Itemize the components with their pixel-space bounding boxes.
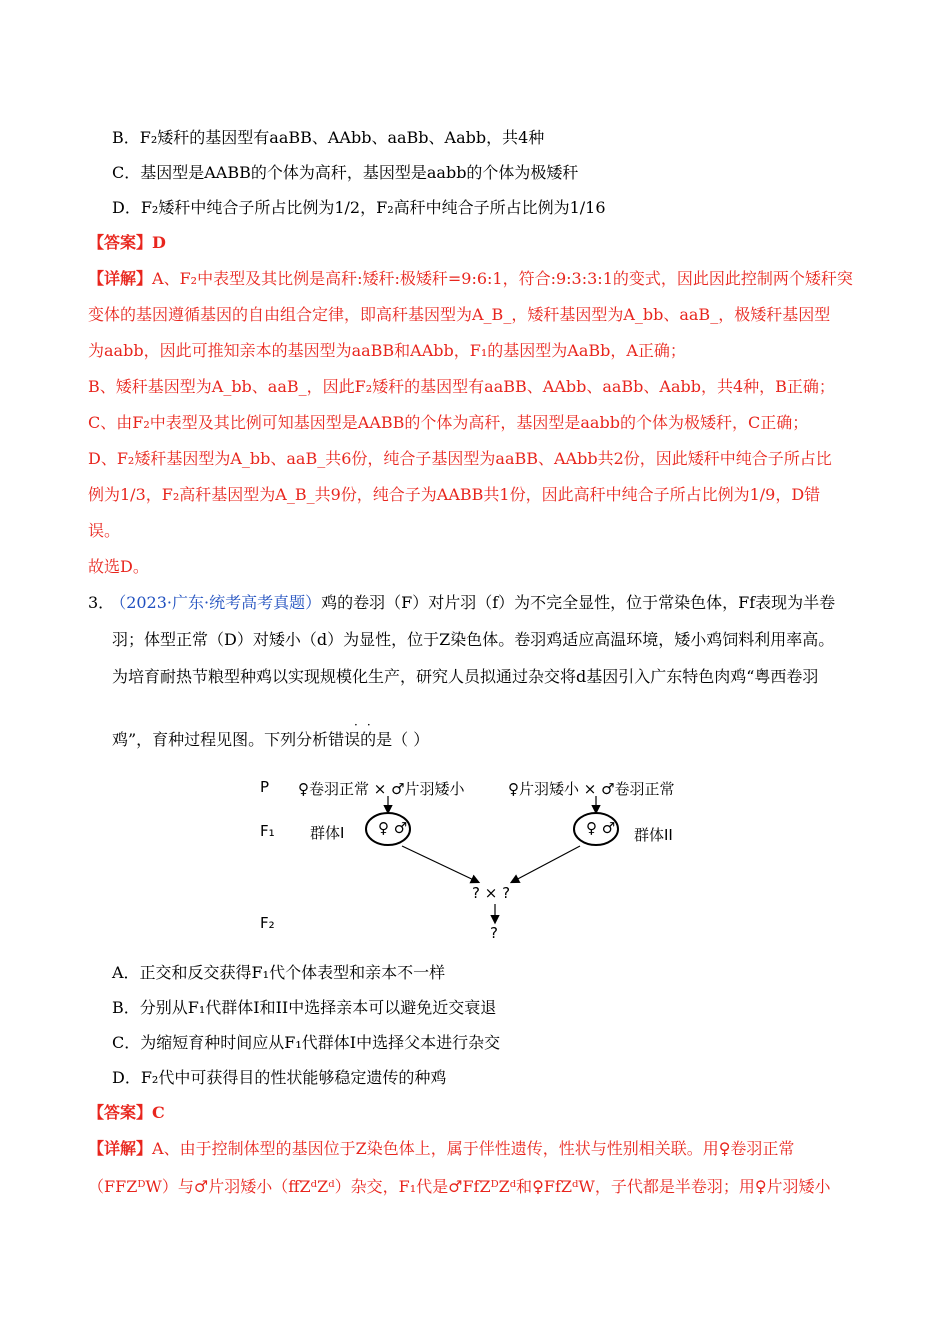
q3-option-b: B．分别从F₁代群体I和II中选择亲本可以避免近交衰退 — [112, 998, 497, 1017]
emphasis-dots: ·· — [354, 718, 380, 732]
generation-p-label: P — [260, 778, 270, 796]
detail-label: 【详解】 — [88, 1139, 153, 1158]
f2-offspring: ? — [490, 924, 498, 942]
detail-text: A、由于控制体型的基因位于Z染色体上，属于伴性遗传，性状与性别相关联。用♀卷羽正常 — [152, 1139, 795, 1158]
question-source: （2023·广东·统考高考真题） — [118, 593, 322, 612]
group-1-label: 群体I — [310, 824, 345, 842]
diagram-arrows — [250, 768, 720, 948]
q2-detail-line-1 — [88, 269, 853, 289]
q2-detail-line-6: D、F₂矮秆基因型为A_bb、aaB_共6份，纯合子基因型为aaBB、AAbb共2份，因此矮秆中纯合子所占比 — [88, 449, 832, 468]
generation-f1-label: F₁ — [260, 822, 275, 840]
group-2-label: 群体II — [634, 826, 673, 844]
arrow-group2-to-f2 — [512, 846, 580, 882]
q3-option-a: A．正交和反交获得F₁代个体表型和亲本不一样 — [112, 963, 446, 982]
question-number: 3． — [88, 593, 115, 612]
answer-value: D — [152, 233, 166, 252]
arrow-group1-to-f2 — [402, 846, 478, 882]
cross-left: ♀卷羽正常 × ♂片羽矮小 — [298, 780, 465, 798]
q2-option-d: D．F₂矮秆中纯合子所占比例为1/2，F₂高秆中纯合子所占比例为1/16 — [112, 198, 606, 217]
detail-text: A、F₂中表型及其比例是高秆:矮秆:极矮秆=9:6:1，符合:9:3:3:1的变式，因此因此控制两个矮秆突 — [152, 269, 853, 288]
q2-detail-line-8: 误。 — [88, 521, 121, 540]
q3-stem-line-1 — [88, 593, 835, 613]
q2-detail-line-7: 例为1/3，F₂高秆基因型为A_B_共9份，纯合子为AABB共1份，因此高秆中纯合子所占比例为1/9，D错 — [88, 485, 821, 504]
q2-detail-line-3: 为aabb，因此可推知亲本的基因型为aaBB和AAbb，F₁的基因型为AaBb，A正确； — [88, 341, 686, 360]
q2-detail-line-4: B、矮秆基因型为A_bb、aaB_，因此F₂矮秆的基因型有aaBB、AAbb、aaBb、Aabb，共4种，B正确； — [88, 377, 835, 396]
detail-label: 【详解】 — [88, 269, 153, 288]
q3-option-d: D．F₂代中可获得目的性状能够稳定遗传的种鸡 — [112, 1068, 447, 1087]
q2-conclusion: 故选D。 — [88, 557, 149, 576]
q2-detail-line-5: C、由F₂中表型及其比例可知基因型是AABB的个体为高秆，基因型是aabb的个体为极矮秆，C正确； — [88, 413, 809, 432]
q3-stem-line-2: 羽；体型正常（D）对矮小（d）为显性，位于Z染色体。卷羽鸡适应高温环境，矮小鸡饲料利用率高。 — [112, 630, 835, 649]
q3-detail-line-1 — [88, 1139, 794, 1159]
q3-stem-line-3: 为培育耐热节粮型种鸡以实现规模化生产，研究人员拟通过杂交将d基因引入广东特色肉鸡“粤西卷羽 — [112, 667, 819, 686]
answer-label: 【答案】 — [88, 1103, 153, 1122]
group-1-members: ♀ ♂ — [378, 819, 408, 837]
q3-answer — [88, 1103, 165, 1123]
generation-f2-label: F₂ — [260, 914, 275, 932]
answer-label: 【答案】 — [88, 233, 153, 252]
group-2-members: ♀ ♂ — [586, 819, 616, 837]
q2-answer — [88, 233, 166, 253]
f2-cross: ? × ? — [472, 884, 511, 902]
breeding-diagram — [250, 768, 720, 948]
q3-stem-line-4: 鸡”，育种过程见图。下列分析错误的是（ ） — [112, 730, 430, 749]
q3-option-c: C．为缩短育种时间应从F₁代群体I中选择父本进行杂交 — [112, 1033, 501, 1052]
q3-detail-line-2: （FFZᴰW）与♂片羽矮小（ffZᵈZᵈ）杂交，F₁代是♂FfZᴰZᵈ和♀FfZᵈW，子代都是半卷羽；用♀片羽矮小 — [88, 1177, 831, 1196]
stem-text: 鸡的卷羽（F）对片羽（f）为不完全显性，位于常染色体，Ff表现为半卷 — [321, 593, 836, 612]
q2-detail-line-2: 变体的基因遵循基因的自由组合定律，即高秆基因型为A_B_，矮秆基因型为A_bb、aaB_，极矮秆基因型 — [88, 305, 831, 324]
q2-option-b: B．F₂矮秆的基因型有aaBB、AAbb、aaBb、Aabb，共4种 — [112, 128, 545, 147]
cross-right: ♀片羽矮小 × ♂卷羽正常 — [508, 780, 675, 798]
q2-option-c: C．基因型是AABB的个体为高秆，基因型是aabb的个体为极矮秆 — [112, 163, 579, 182]
answer-value: C — [152, 1103, 165, 1122]
